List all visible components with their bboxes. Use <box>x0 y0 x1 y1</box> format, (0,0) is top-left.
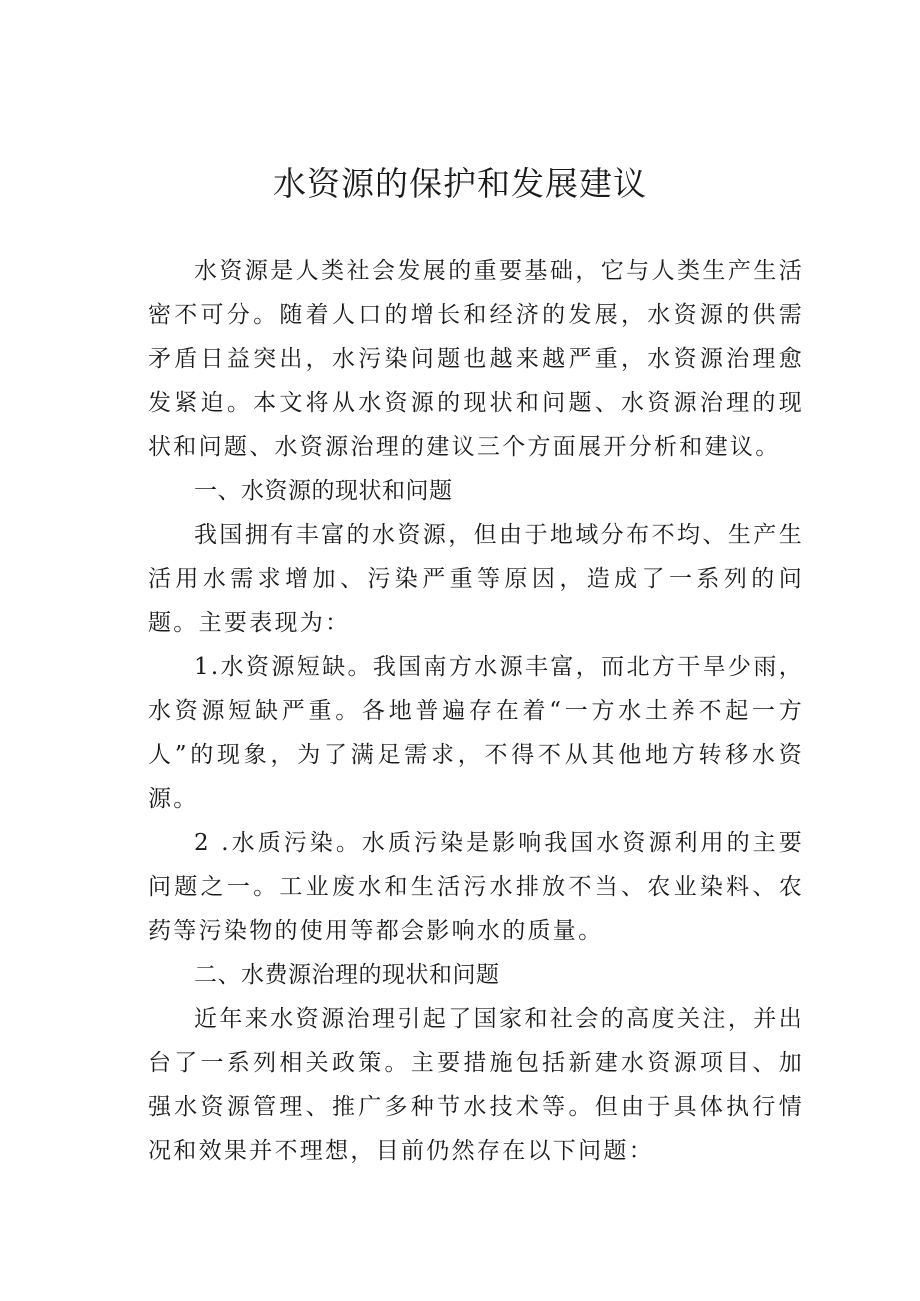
intro-paragraph: 水资源是人类社会发展的重要基础，它与人类生产生活密不可分。随着人口的增长和经济的发展，水资源的供需矛盾日益突出，水污染问题也越来越严重，水资源治理愈发紧迫。本文将从水资源的现状和问题、水资源治理的现状和问题、水资源治理的建议三个方面展开分析和建议。 <box>148 258 804 460</box>
document-title: 水资源的保护和发展建议 <box>273 164 647 203</box>
section-1-lead-paragraph: 我国拥有丰富的水资源，但由于地域分布不均、生产生活用水需求增加、污染严重等原因，造成了一系列的问题。主要表现为： <box>148 522 804 636</box>
document-body <box>148 249 804 1173</box>
section-1-item-2: 2 .水质污染。水质污染是影响我国水资源利用的主要问题之一。工业废水和生活污水排放不当、农业染料、农药等污染物的使用等都会影响水的质量。 <box>148 830 804 944</box>
section-2-heading: 二、水费源治理的现状和问题 <box>194 962 500 988</box>
section-1-item-1: 1.水资源短缺。我国南方水源丰富，而北方干旱少雨，水资源短缺严重。各地普遍存在着“一方水土养不起一方人”的现象，为了满足需求，不得不从其他地方转移水资源。 <box>148 654 804 812</box>
section-2-lead-paragraph: 近年来水资源治理引起了国家和社会的高度关注，并出台了一系列相关政策。主要措施包括新建水资源项目、加强水资源管理、推广多种节水技术等。但由于具体执行情况和效果并不理想，目前仍然存在以下问题： <box>148 1006 804 1164</box>
section-1-heading: 一、水资源的现状和问题 <box>194 478 453 504</box>
